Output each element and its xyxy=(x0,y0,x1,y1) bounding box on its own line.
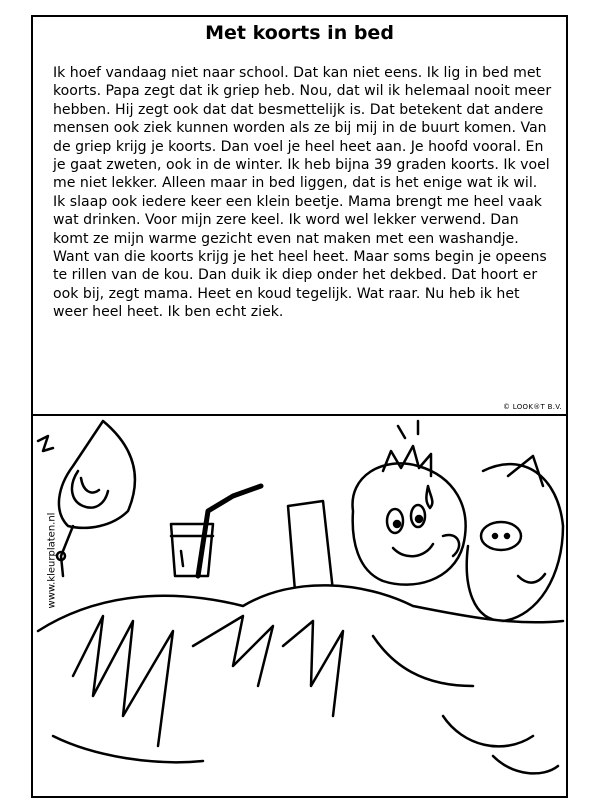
coloring-illustration xyxy=(33,416,566,796)
story-text: Ik hoef vandaag niet naar school. Dat kan niet eens. Ik lig in bed met koorts. Papa zegt dat ik griep heb. Nou, dat wil ik helemaal nooit meer hebben. Hij zegt ook dat dat besmettelijk is. Dat betekent dat andere mensen ook ziek kunnen worden als ze bij mij in de buurt komen. Van de griep krijg je koorts. Dan voel je heel heet aan. Je hoofd vooral. En je gaat zweten, ook in de winter. Ik heb bijna 39 graden koorts. Ik voel me niet lekker. Alleen maar in bed liggen, dat is het enige wat ik wil. Ik slaap ook iedere keer een klein beetje. Mama brengt me heel vaak wat drinken. Voor mijn zere keel. Ik word wel lekker verwend. Dan komt ze mijn warme gezicht even nat maken met een washandje. Want van die koorts krijg je het heel heet. Maar soms begin je opeens te rillen van de kou. Dan duik ik diep onder het dekbed. Dat hoort er ook bij, zegt mama. Heet en koud tegelijk. Wat raar. Nu heb ik het weer heel heet. Ik ben echt ziek. xyxy=(53,65,552,321)
copyright-notice: © LOOK®T B.V. xyxy=(502,403,562,411)
website-label: www.kleurplaten.nl xyxy=(46,512,58,609)
lamp-icon xyxy=(38,421,135,576)
page-title: Met koorts in bed xyxy=(205,22,394,44)
sick-boy-icon xyxy=(353,421,466,585)
glass-icon xyxy=(171,486,261,576)
pillow-icon xyxy=(288,501,333,591)
pig-toy-icon xyxy=(467,456,563,621)
